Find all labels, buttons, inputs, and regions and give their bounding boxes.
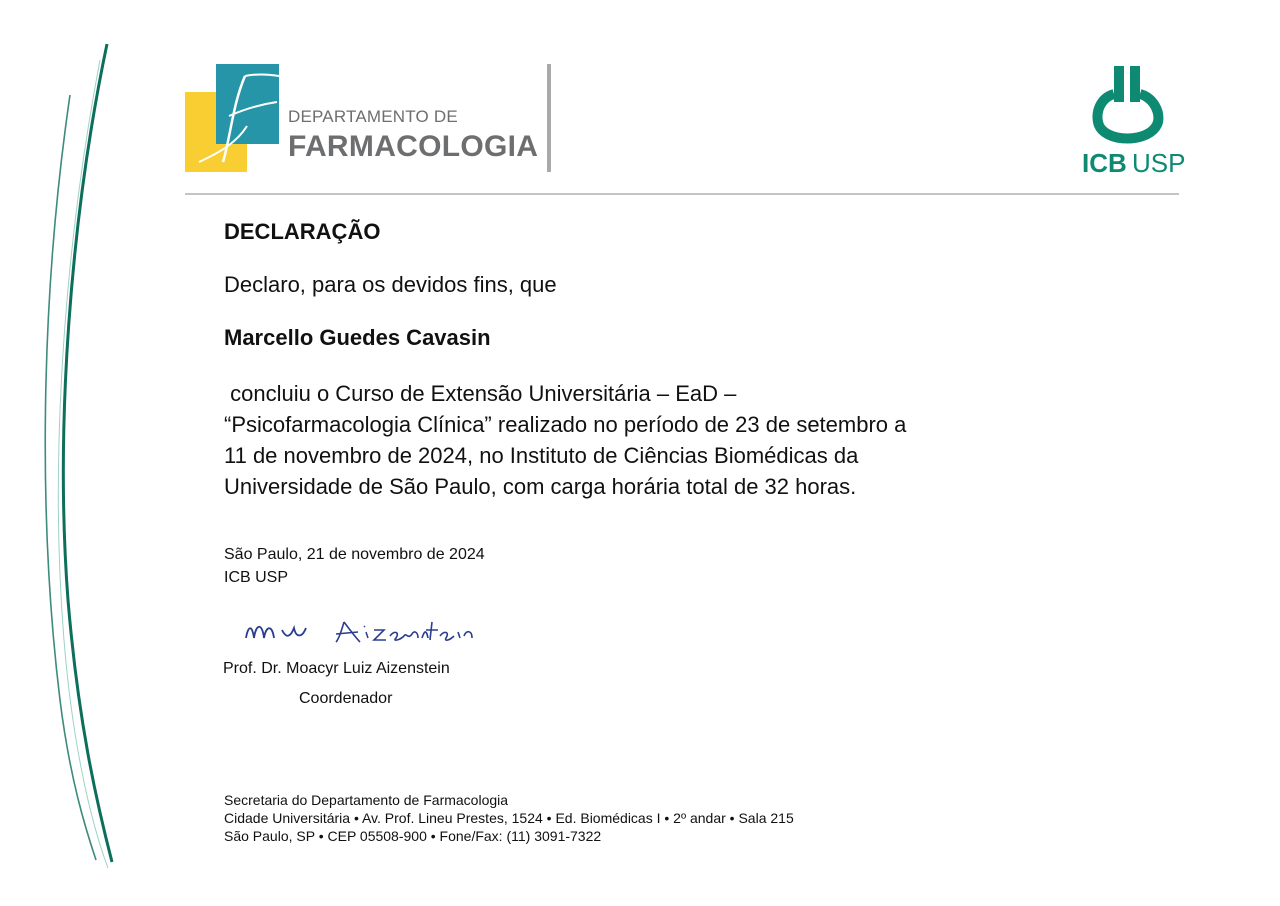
body-line: “Psicofarmacologia Clínica” realizado no período de 23 de setembro a [224,412,907,437]
declaration-body [224,378,1024,502]
header-rule [185,193,1179,195]
icb-usp-logo [1080,64,1186,178]
recipient-name: Marcello Guedes Cavasin [224,325,491,350]
declaration-intro: Declaro, para os devidos fins, que [224,272,557,297]
issuing-institution: ICB USP [224,569,289,586]
footer-line: Secretaria do Departamento de Farmacologia [224,792,509,808]
department-label: DEPARTAMENTO DE [288,107,458,126]
department-title: FARMACOLOGIA [288,130,539,163]
handwritten-signature [232,608,484,658]
department-name [288,106,538,164]
body-line: Universidade de São Paulo, com carga horária total de 32 horas. [224,474,857,499]
signer-name: Prof. Dr. Moacyr Luiz Aizenstein [223,660,450,677]
body-line: concluiu o Curso de Extensão Universitária – EaD – [224,381,737,406]
signer-role: Coordenador [299,690,393,707]
farmacologia-logo-icon [185,64,305,174]
svg-text:USP: USP [1132,148,1186,178]
place-date: São Paulo, 21 de novembro de 2024 [224,546,485,563]
body-line: 11 de novembro de 2024, no Instituto de Ciências Biomédicas da [224,443,859,468]
document-title: DECLARAÇÃO [224,219,381,244]
decorative-swoosh [0,0,130,906]
footer-line: São Paulo, SP • CEP 05508-900 • Fone/Fax: (11) 3091-7322 [224,828,602,844]
header-divider [547,64,551,172]
svg-text:ICB: ICB [1082,148,1127,178]
footer-line: Cidade Universitária • Av. Prof. Lineu Prestes, 1524 • Ed. Biomédicas I • 2º andar • Sala 215 [224,810,794,826]
footer-address [224,791,794,845]
